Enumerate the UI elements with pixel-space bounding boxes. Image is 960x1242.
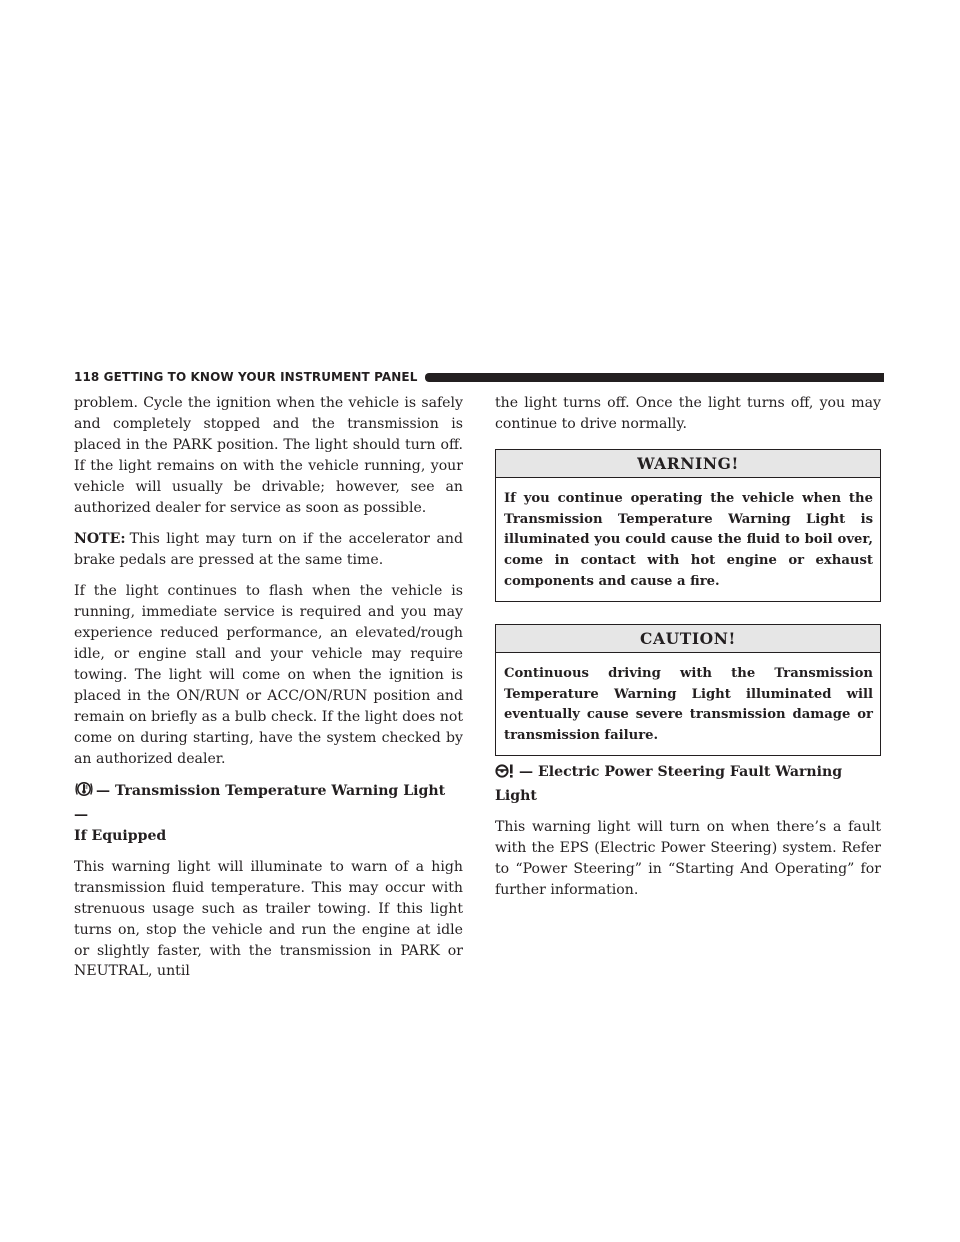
caution-title: CAUTION! — [496, 625, 880, 653]
note-label: NOTE: — [74, 530, 126, 547]
page-header-text — [74, 370, 417, 384]
note-paragraph — [74, 529, 463, 571]
page-header — [74, 369, 884, 385]
caution-box — [495, 624, 881, 756]
note-text: This light may turn on if the accelerator and brake pedals are pressed at the same time. — [74, 530, 463, 568]
caution-text: Continuous driving with the Transmission Temperature Warning Light illuminated will eventually cause severe transmission damage or transmission failure. — [504, 665, 873, 744]
paragraph-eps: This warning light will turn on when there’s a fault with the EPS (Electric Power Steering) system. Refer to “Power Steering” in “Starting And Operating” for further information. — [495, 818, 881, 898]
header-rule — [425, 373, 884, 382]
paragraph-flash: If the light continues to flash when the vehicle is running, immediate service is required and you may experience reduced performance, an elevated/rough idle, or engine stall and your vehicle may require towing. The light will come on when the ignition is placed in the ON/RUN or ACC/ON/RUN position and remain on briefly as a bulb check. If the light does not come on during starting, have the system checked by an authorized dealer. — [74, 583, 463, 767]
transmission-temperature-icon — [74, 780, 94, 805]
eps-heading-text: — Electric Power Steering Fault Warning Light — [495, 763, 843, 804]
left-column — [74, 393, 463, 982]
transmission-temp-heading — [74, 780, 463, 847]
right-column — [495, 393, 881, 901]
section-title: GETTING TO KNOW YOUR INSTRUMENT PANEL — [103, 370, 418, 384]
paragraph-problem: problem. Cycle the ignition when the vehicle is safely and completely stopped and the transmission is placed in the PARK position. The light should turn off. If the light remains on with the vehicle running, your vehicle will usually be drivable; however, see an authorized dealer for service as soon as possible. — [74, 395, 463, 516]
warning-box — [495, 449, 881, 602]
steering-wheel-warning-icon — [495, 763, 517, 786]
eps-heading — [495, 762, 881, 807]
page-number: 118 — [74, 370, 100, 384]
paragraph-light-off: the light turns off. Once the light turns off, you may continue to drive normally. — [495, 395, 881, 432]
heading-line-1: — Transmission Temperature Warning Light — — [74, 782, 446, 823]
heading-line-2: If Equipped — [74, 827, 167, 844]
paragraph-transmission-temp: This warning light will illuminate to warn of a high transmission fluid temperature. This may occur with strenuous usage such as trailer towing. If this light turns on, stop the vehicle and run the engine at idle or slightly faster, with the transmission in PARK or NEUTRAL, until — [74, 858, 463, 980]
warning-title: WARNING! — [496, 450, 880, 478]
warning-text: If you continue operating the vehicle when the Transmission Temperature Warning Light is illuminated you could cause the fluid to boil over, come in contact with hot engine or exhaust components and cause a fire. — [504, 490, 873, 589]
